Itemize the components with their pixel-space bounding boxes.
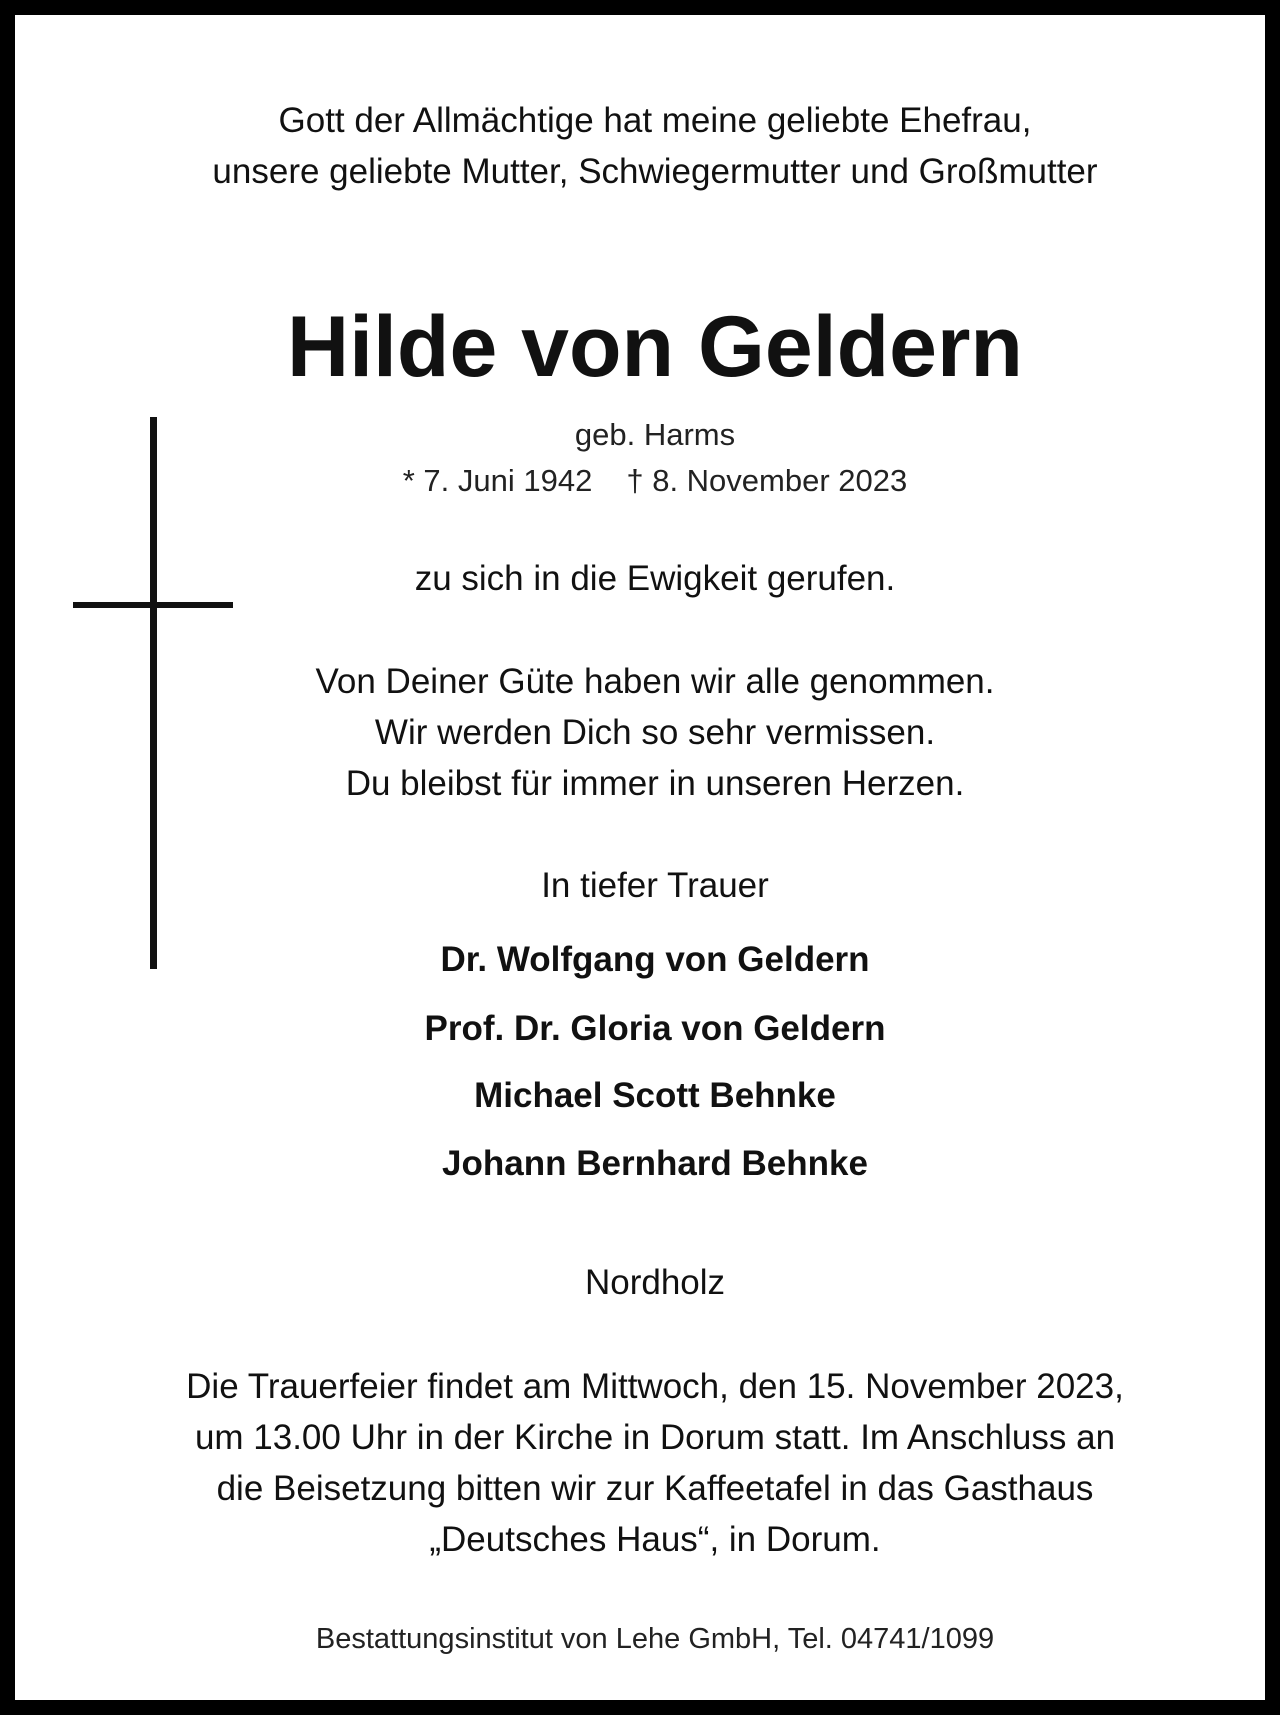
verse-line: Wir werden Dich so sehr vermissen. [374,713,936,752]
service-line: um 13.00 Uhr in der Kirche in Dorum statt. Im Anschluss an [194,1418,1116,1457]
life-dates [15,461,1280,501]
maiden-name: geb. Harms [574,417,736,452]
service-line: „Deutsches Haus“, in Dorum. [429,1520,881,1559]
service-line: die Beisetzung bitten wir zur Kaffeetafel in das Gasthaus [216,1469,1094,1508]
mourner-name: Prof. Dr. Gloria von Geldern [424,1009,886,1048]
death-date: † 8. November 2023 [626,463,908,498]
intro-text [15,95,1280,197]
place: Nordholz [584,1263,726,1302]
mourner-name: Michael Scott Behnke [474,1076,836,1115]
service-line: Die Trauerfeier findet am Mittwoch, den 15. November 2023, [186,1367,1124,1406]
verse-line: Von Deiner Güte haben wir alle genommen. [315,662,995,701]
undertaker-info: Bestattungsinstitut von Lehe GmbH, Tel. 04741/1099 [315,1623,995,1655]
intro-line: unsere geliebte Mutter, Schwiegermutter und Großmutter [212,152,1098,191]
birth-date: * 7. Juni 1942 [402,463,593,498]
called-line: zu sich in die Ewigkeit gerufen. [414,559,896,598]
mourner-name: Dr. Wolfgang von Geldern [440,940,870,979]
service-info [15,1361,1280,1565]
mourning-line: In tiefer Trauer [541,866,769,905]
mourner-name: Johann Bernhard Behnke [442,1144,868,1183]
verse [15,656,1280,809]
verse-line: Du bleibst für immer in unseren Herzen. [345,764,965,803]
deceased-name: Hilde von Geldern [287,299,1023,395]
intro-line: Gott der Allmächtige hat meine geliebte Ehefrau, [278,101,1032,140]
